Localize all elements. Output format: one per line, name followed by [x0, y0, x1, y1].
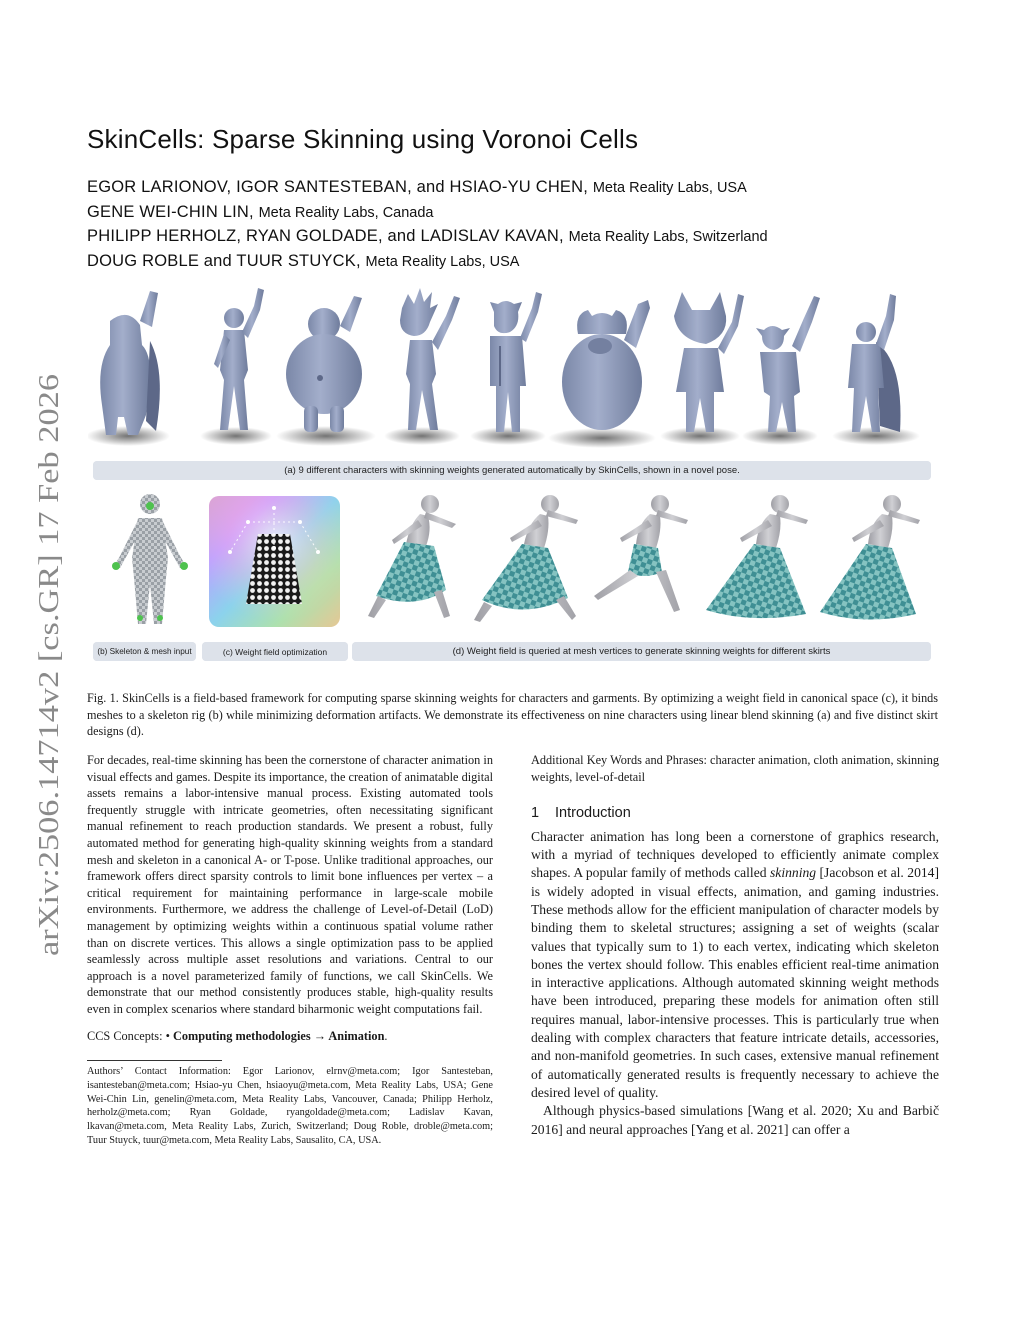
character-8	[742, 296, 820, 445]
ccs-prefix: CCS Concepts: •	[87, 1028, 173, 1043]
section-heading	[531, 805, 939, 822]
intro-text: [Jacobson et al. 2014] is widely adopted in visual effects, animation, and gaming industries. These methods allow for the efficient manipulation of character models by binding them to skeletal structures; assigning a set of weights (scalar values that typically sum to 1) to each vertex, indicating which skeleton bones the vertex should follow. This enables efficient real-time animation in interactive applications. Although automated skinning weight methods have been introduced, preparing these models for animation often still requires manual, labor-intensive processes. This is particularly true when dealing with complex characters that feature intricate details, accessories, and non-manifold geometries. In such cases, extensive manual refinement of automatically generated results is frequently necessary to achieve the desired level of quality.	[531, 865, 939, 1100]
skirt-figures	[368, 495, 920, 622]
character-7	[660, 292, 744, 445]
skirt-figure-3	[594, 495, 688, 612]
skirt-figure-2	[474, 495, 578, 622]
ccs-concept: Computing methodologies → Animation	[172, 1028, 385, 1043]
character-4	[384, 288, 460, 445]
skeleton-mesh-figure	[112, 494, 188, 624]
author-line	[87, 201, 768, 226]
section-number: 1	[531, 805, 540, 822]
abstract: For decades, real-time skinning has been the cornerstone of character animation in visual effects and games. Despite its importance, the creation of animatable digital assets remains a labor-intensive manual process. Existing automated tools frequently struggle with intricate geometries, often necessitating significant manual refinement to reach production standards. We present a robust, fully automated method for generating high-quality skinning weights from a standard mesh and skeleton in a canonical A- or T-pose. Unlike traditional approaches, our framework offers direct sparsity controls to limit bone influences per vertex – a critical requirement for maintaining performance in large-scale mobile environments. Furthermore, we address the challenge of Level-of-Detail (LoD) management by optimizing weights within a continuous spatial volume rather than on discrete vertices. This allows a single optimization pass to be applied seamlessly across multiple asset resolutions and variations. Central to our approach is a novel parameterized family of functions, we call SkinCells. We demonstrate that our method consistently produces stable, high-quality results even in complex scenarios where standard biharmonic weight computations fail.	[87, 753, 493, 1016]
character-1	[88, 291, 170, 446]
author-affiliation: Meta Reality Labs, Canada	[258, 204, 434, 221]
weight-field-panel	[209, 496, 340, 627]
ccs-concepts	[87, 1028, 493, 1045]
section-title: Introduction	[555, 805, 631, 822]
author-names: GENE WEI-CHIN LIN,	[87, 202, 254, 221]
author-affiliation: Meta Reality Labs, USA	[365, 253, 520, 270]
skirt-figure-1	[368, 495, 456, 618]
intro-italic-term: skinning	[770, 865, 817, 881]
footnote-rule	[87, 1060, 222, 1061]
character-row	[88, 288, 920, 448]
intro-paragraph-1	[531, 828, 939, 1102]
author-names: EGOR LARIONOV, IGOR SANTESTEBAN, and HSIAO-YU CHEN,	[87, 178, 589, 196]
ccs-suffix: .	[384, 1028, 388, 1043]
author-names: PHILIPP HERHOLZ, RYAN GOLDADE, and LADISLAV KAVAN,	[87, 227, 564, 245]
character-5	[470, 292, 546, 445]
author-names: DOUG ROBLE and TUUR STUYCK,	[87, 251, 361, 270]
character-9	[832, 294, 920, 445]
character-2	[200, 288, 272, 445]
arxiv-stamp-text: arXiv:2506.14714v2 [cs.GR] 17 Feb 2026	[33, 464, 65, 956]
intro-paragraph-2: Although physics-based simulations [Wang et al. 2020; Xu and Barbič 2016] and neural approaches [Yang et al. 2021] can offer a	[531, 1103, 939, 1137]
contact-footnote: Authors’ Contact Information: Egor Larionov, elrnv@meta.com; Igor Santesteban, isantesteban@meta.com; Hsiao-yu Chen, hsiaoyu@meta.com, Meta Reality Labs, USA; Gene Wei-Chin Lin, genelin@meta.com, Meta Reality Labs, Vancouver, Canada; Philipp Herholz, herholz@meta.com; Ryan Goldade, ryangoldade@meta.com; Ladislav Kavan, lkavan@meta.com, Meta Reality Labs, Zurich, Switzerland; Doug Roble, droble@meta.com; Tuur Stuyck, tuur@meta.com, Meta Reality Labs, Sausalito, CA, USA.	[87, 1066, 493, 1146]
author-affiliation: Meta Reality Labs, Switzerland	[568, 229, 768, 245]
arxiv-stamp	[14, 370, 74, 960]
character-6	[548, 300, 656, 448]
figure-caption: Fig. 1. SkinCells is a field-based framework for computing sparse skinning weights for characters and garments. By optimizing a weight field in canonical space (c), it binds meshes to a skeleton rig (b) while minimizing deformation artifacts. We demonstrate its effectiveness on nine characters using linear blend skinning (a) and five distinct skirt designs (d).	[87, 691, 938, 738]
keywords: Additional Key Words and Phrases: character animation, cloth animation, skinning weights, level-of-detail	[531, 753, 939, 784]
figure-label-c: (c) Weight field optimization	[202, 642, 348, 661]
left-column	[87, 752, 493, 1147]
paper-title: SkinCells: Sparse Skinning using Voronoi Cells	[87, 124, 639, 154]
character-3	[276, 296, 376, 446]
teaser-figure	[88, 286, 936, 666]
figure-label-b: (b) Skeleton & mesh input	[93, 642, 196, 661]
skirt-figure-4	[706, 495, 808, 618]
figure-label-a: (a) 9 different characters with skinning weights generated automatically by SkinCells, shown in a novel pose.	[93, 461, 931, 480]
intro-text: Character animation has long been a cornerstone of graphics research, with a myriad of techniques developed to efficiently animate complex shapes. A popular family of methods called	[531, 828, 939, 881]
author-line	[87, 250, 768, 275]
skirt-figure-5	[820, 495, 920, 620]
figure-label-d: (d) Weight field is queried at mesh vertices to generate skinning weights for different skirts	[352, 642, 931, 661]
author-block	[87, 176, 768, 274]
author-affiliation: Meta Reality Labs, USA	[592, 180, 747, 196]
right-column	[531, 752, 939, 1139]
author-line	[87, 176, 768, 201]
author-line	[87, 225, 768, 250]
